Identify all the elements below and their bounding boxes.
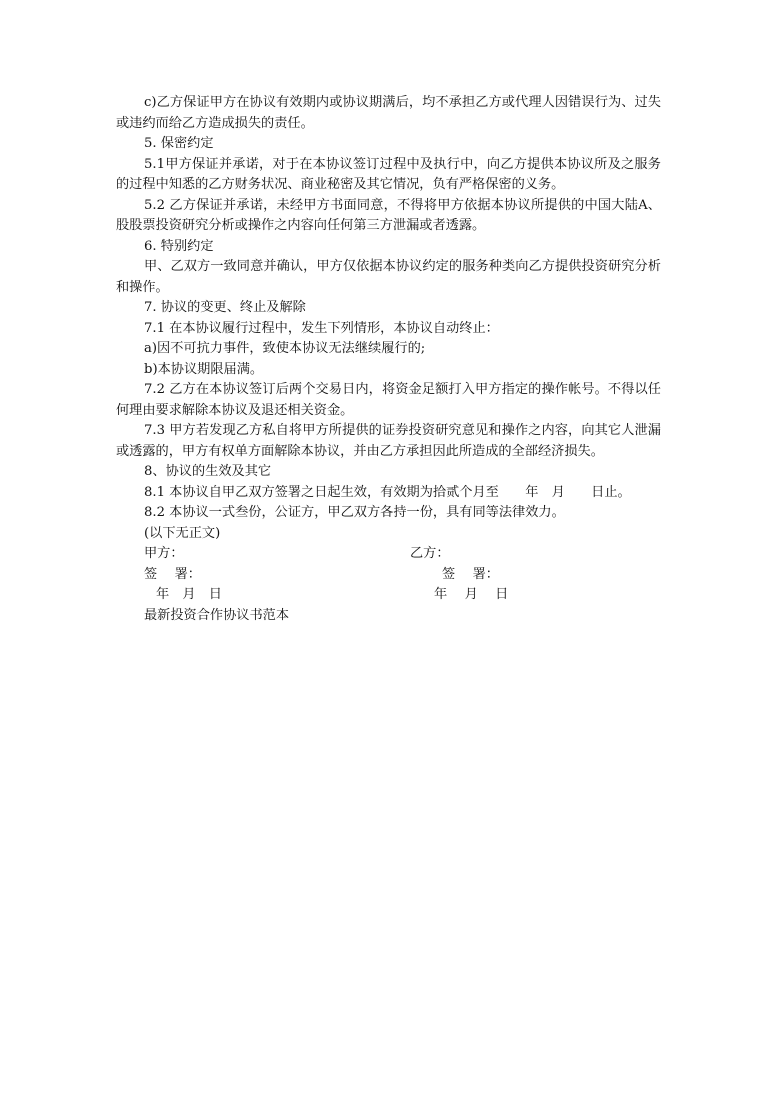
section-6-body: 甲、乙双方一致同意并确认，甲方仅依据本协议约定的服务种类向乙方提供投资研究分析和操作。 [116, 259, 661, 295]
section-6-title: 6. 特别约定 [144, 238, 214, 254]
section-7-1-a: a)因不可抗力事件，致使本协议无法继续履行的; [144, 341, 426, 356]
sign-row [116, 565, 661, 586]
date-row [116, 585, 661, 606]
section-7-1-b: b)本协议期限届满。 [144, 361, 264, 377]
sign-b-label: 签 署： [442, 566, 499, 582]
date-a-label: 年 月 日 [156, 587, 222, 602]
section-8-2: 8.2 本协议一式叁份，公证方，甲乙双方各持一份，具有同等法律效力。 [144, 505, 565, 520]
section-7-1: 7.1 在本协议履行过程中，发生下列情形，本协议自动终止： [144, 320, 499, 336]
section-8-1: 8.1 本协议自甲乙双方签署之日起生效，有效期为拾贰个月至 年 月 日止。 [144, 484, 631, 500]
document-page [116, 93, 661, 626]
party-a-label: 甲方： [144, 546, 184, 561]
section-7-2: 7.2 乙方在本协议签订后两个交易日内，将资金足额打入甲方指定的操作帐号。不得以任何理由要求解除本协议及退还相关资金。 [116, 382, 661, 418]
party-b-label: 乙方： [410, 546, 450, 561]
section-7-3: 7.3 甲方若发现乙方私自将甲方所提供的证券投资研究意见和操作之内容，向其它人泄漏或透露的，甲方有权单方面解除本协议，并由乙方承担因此所造成的全部经济损失。 [116, 423, 661, 459]
section-5-title: 5. 保密约定 [144, 136, 214, 151]
date-b-label: 年 月 日 [434, 587, 509, 602]
sign-a-label: 签 署： [144, 566, 201, 582]
section-8-title: 8、协议的生效及其它 [144, 464, 272, 479]
section-5-2: 5.2 乙方保证并承诺，未经甲方书面同意，不得将甲方依据本协议所提供的中国大陆A、股股票投资研究分析或操作之内容向任何第三方泄漏或者透露。 [116, 197, 661, 233]
party-row [116, 544, 661, 565]
section-5-1: 5.1甲方保证并承诺，对于在本协议签订过程中及执行中，向乙方提供本协议所及之服务的过程中知悉的乙方财务状况、商业秘密及其它情况，负有严格保密的义务。 [116, 156, 661, 192]
section-7-title: 7. 协议的变更、终止及解除 [144, 300, 306, 315]
document-footer-title: 最新投资合作协议书范本 [144, 607, 290, 623]
paragraph-c: c)乙方保证甲方在协议有效期内或协议期满后，均不承担乙方或代理人因错误行为、过失或违约而给乙方造成损失的责任。 [116, 95, 661, 131]
no-further-text: (以下无正文) [144, 525, 221, 541]
